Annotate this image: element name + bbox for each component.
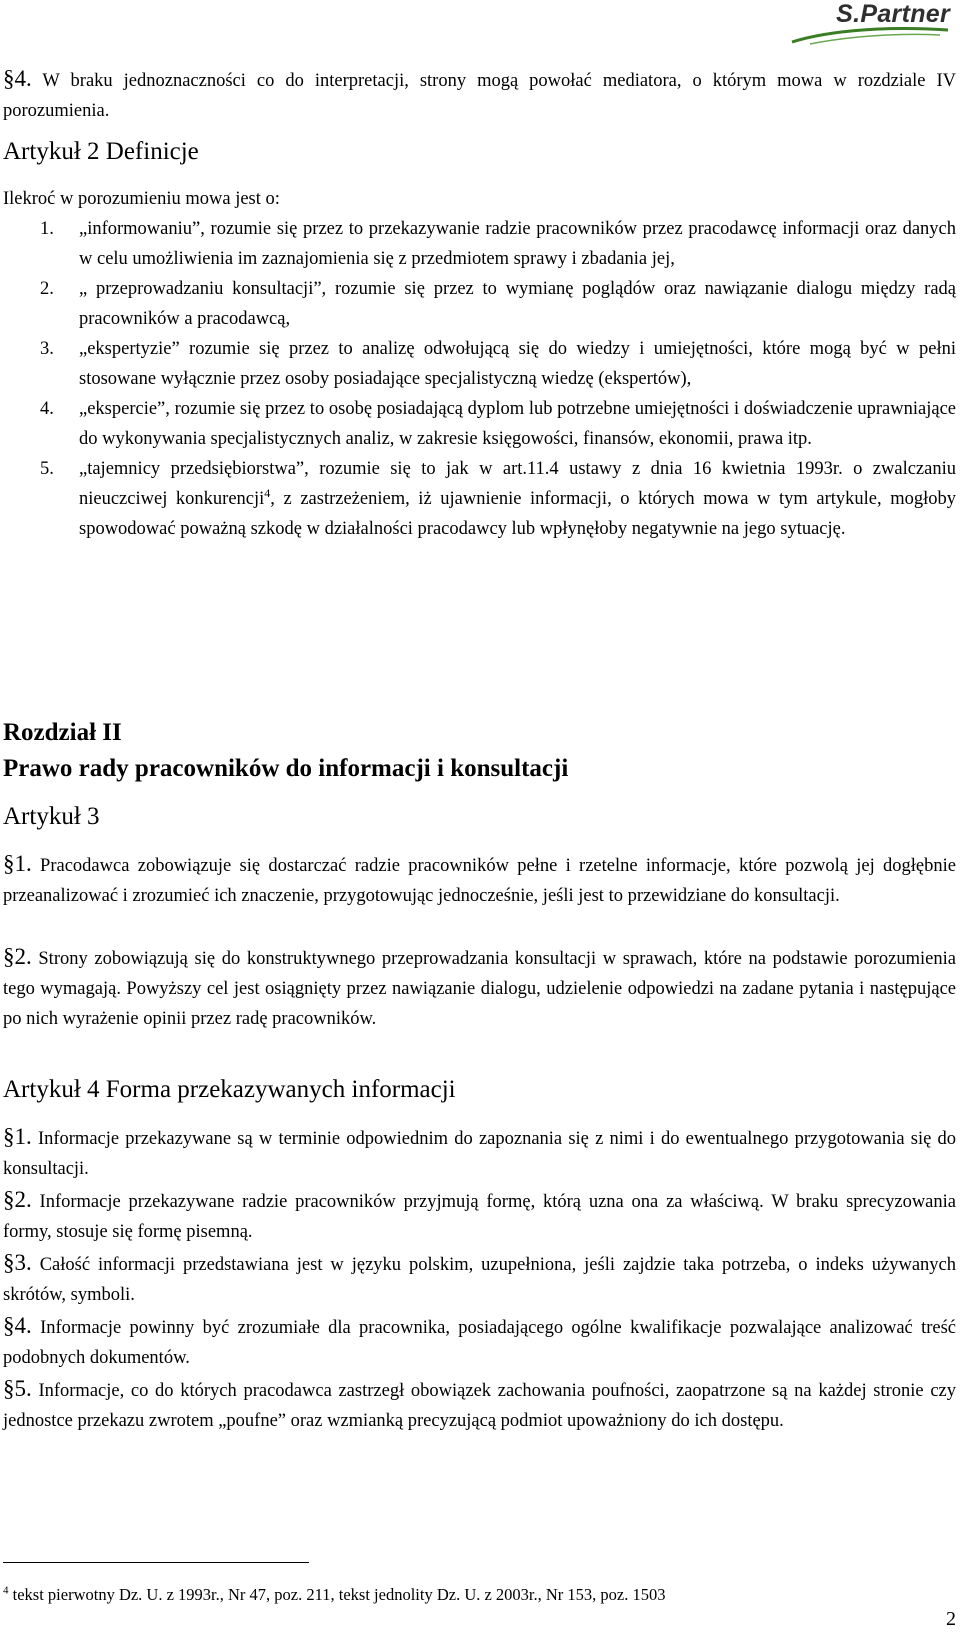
art3-paragraph-2: §2. Strony zobowiązują się do konstruktywnego przeprowadzania konsultacji w sprawach, które na podstawie porozumienia tego wymagają. Powyższy cel jest osiągnięty przez nawiązanie dialogu, udzielenie odpowiedzi na zadane pytania i następujące po nich wyrażenie opinii przez radę pracowników. xyxy=(3,944,956,1029)
list-item: 5. „tajemnicy przedsiębiorstwa”, rozumie się to jak w art.11.4 ustawy z dnia 16 kwietnia 1993r. o zwalczaniu nieuczciwej konkurencji$^4$, z zastrzeżeniem, iż ujawnienie informacji, o których mowa w tym artykule, mogłoby spowodować poważną szkodę w działalności pracodawcy lub wpłynęłoby negatywnie na jego sytuację. xyxy=(40,459,956,539)
paragraph-marker: §4. xyxy=(3,66,32,91)
definitions-list xyxy=(3,214,956,544)
footnote-text: tekst pierwotny Dz. U. z 1993r., Nr 47, poz. 211, tekst jednolity Dz. U. z 2003r., Nr 153, poz. 1503 xyxy=(8,1585,666,1604)
paragraph-4-mediator xyxy=(3,64,956,126)
art4-paragraph-1: §1. Informacje przekazywane są w terminie odpowiednim do zapoznania się z nimi i do ewentualnego przygotowania się do konsultacji. xyxy=(3,1124,956,1179)
footnote xyxy=(3,1584,666,1606)
definitions-intro: Ilekroć w porozumieniu mowa jest o: xyxy=(3,189,280,209)
chapter-title: Rozdział II xyxy=(3,719,122,746)
list-item: 3. „ekspertyzie” rozumie się przez to analizę odwołującą się do wiedzy i umiejętności, które mogą być w pełni stosowane wyłącznie przez osoby posiadające specjalistyczną wiedzę (ekspertów), xyxy=(40,339,956,389)
art4-paragraph-5: §5. Informacje, co do których pracodawca zastrzegł obowiązek zachowania poufności, zaopatrzone są na każdej stronie czy jednostce przekazu zwrotem „poufne” oraz wzmianką precyzującą podmiot upoważniony do ich dostępu. xyxy=(3,1376,956,1431)
footnote-number: 4 xyxy=(3,1584,9,1597)
art4-paragraph-4: §4. Informacje powinny być zrozumiałe dla pracownika, posiadającego ogólne kwalifikacje pozwalające analizować treść podobnych dokumentów. xyxy=(3,1313,956,1368)
art3-paragraph-1: §1. Pracodawca zobowiązuje się dostarczać radzie pracowników pełne i rzetelne informacje, które pozwolą jej dogłębnie przeanalizować i zrozumieć ich znaczenie, przygotowując jednocześnie, jeśli jest to przewidziane do konsultacji. xyxy=(3,851,956,906)
art4-paragraph-2: §2. Informacje przekazywane radzie pracowników przyjmują formę, którą uzna ona za właściwą. W braku sprecyzowania formy, stosuje się formę pisemną. xyxy=(3,1187,956,1242)
footnote-ref: 4 xyxy=(264,485,271,500)
article-4-title: Artykuł 4 Forma przekazywanych informacji xyxy=(3,1076,456,1103)
article-3-title: Artykuł 3 xyxy=(3,803,100,830)
footnote-divider xyxy=(3,1562,309,1563)
paragraph-text: W braku jednoznaczności co do interpretacji, strony mogą powołać mediatora, o którym mowa w rozdziale IV porozumienia. xyxy=(3,71,956,121)
company-logo xyxy=(790,0,958,46)
list-item: 1. „informowaniu”, rozumie się przez to przekazywanie radzie pracowników przez pracodawcę informacji oraz danych w celu umożliwienia im zaznajomienia się z przedmiotem sprawy i zbadania jej, xyxy=(40,219,956,269)
chapter-subtitle: Prawo rady pracowników do informacji i konsultacji xyxy=(3,755,569,782)
list-item: 4. „ekspercie”, rozumie się przez to osobę posiadającą dyplom lub potrzebne umiejętności i doświadczenie uprawniające do wykonywania specjalistycznych analiz, w zakresie księgowości, finansów, ekonomii, prawa itp. xyxy=(40,399,956,449)
art4-paragraph-3: §3. Całość informacji przedstawiana jest w języku polskim, uzupełniona, jeśli zajdzie taka potrzeba, o indeks używanych skrótów, symboli. xyxy=(3,1250,956,1305)
article-2-title: Artykuł 2 Definicje xyxy=(3,138,199,165)
logo-text: S.Partner xyxy=(836,0,950,28)
list-item: 2. „ przeprowadzaniu konsultacji”, rozumie się przez to wymianę poglądów oraz nawiązanie dialogu między radą pracowników a pracodawcą, xyxy=(40,279,956,329)
page-number: 2 xyxy=(946,1608,956,1630)
